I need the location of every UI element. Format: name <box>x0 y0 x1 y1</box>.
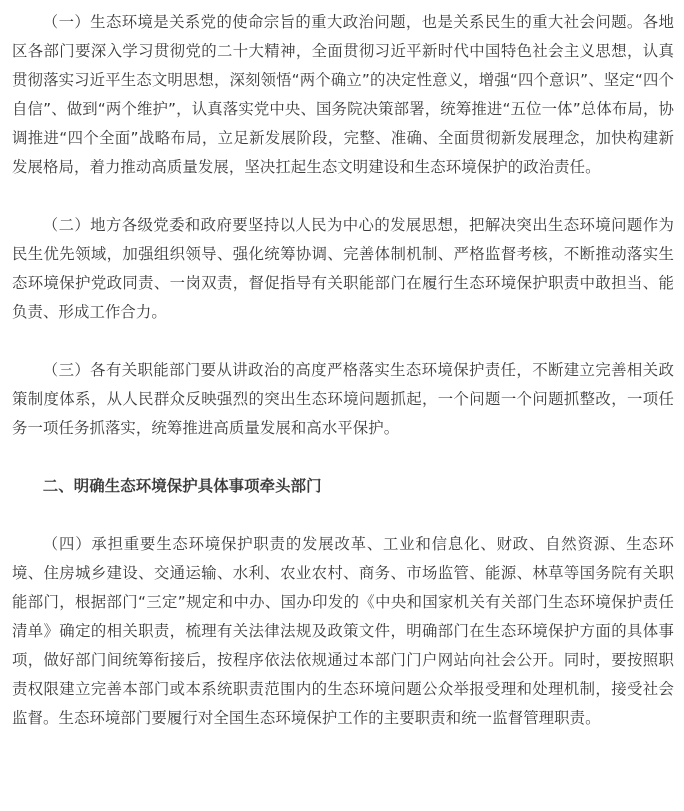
paragraph-spacer <box>12 182 674 211</box>
section-heading: 二、明确生态环境保护具体事项牵头部门 <box>42 477 322 495</box>
article-body <box>12 8 674 733</box>
paragraph-spacer <box>12 443 674 472</box>
paragraph-spacer <box>12 501 674 530</box>
paragraph-1: （一）生态环境是关系党的使命宗旨的重大政治问题，也是关系民生的重大社会问题。各地区各部门要深入学习贯彻党的二十大精神，全面贯彻习近平新时代中国特色社会主义思想，认真贯彻落实习近平生态文明思想，深刻领悟“两个确立”的决定性意义，增强“四个意识”、坚定“四个自信”、做到“两个维护”，认真落实党中央、国务院决策部署，统筹推进“五位一体”总体布局，协调推进“四个全面”战略布局，立足新发展阶段，完整、准确、全面贯彻新发展理念，加快构建新发展格局，着力推动高质量发展，坚决扛起生态文明建设和生态环境保护的政治责任。 <box>12 13 674 176</box>
paragraph-3: （三）各有关职能部门要从讲政治的高度严格落实生态环境保护责任，不断建立完善相关政策制度体系，从人民群众反映强烈的突出生态环境问题抓起，一个问题一个问题抓整改，一项任务一项任务抓落实，统筹推进高质量发展和高水平保护。 <box>12 361 674 437</box>
paragraph-4: （四）承担重要生态环境保护职责的发展改革、工业和信息化、财政、自然资源、生态环境、住房城乡建设、交通运输、水利、农业农村、商务、市场监管、能源、林草等国务院有关职能部门，根据部门“三定”规定和中办、国办印发的《中央和国家机关有关部门生态环境保护责任清单》确定的相关职责，梳理有关法律法规及政策文件，明确部门在生态环境保护方面的具体事项，做好部门间统筹衔接后，按程序依法依规通过本部门门户网站向社会公开。同时，要按照职责权限建立完善本部门或本系统职责范围内的生态环境问题公众举报受理和处理机制，接受社会监督。生态环境部门要履行对全国生态环境保护工作的主要职责和统一监督管理职责。 <box>12 535 674 727</box>
paragraph-2: （二）地方各级党委和政府要坚持以人民为中心的发展思想，把解决突出生态环境问题作为民生优先领域，加强组织领导、强化统筹协调、完善体制机制、严格监督考核，不断推动落实生态环境保护党政同责、一岗双责，督促指导有关职能部门在履行生态环境保护职责中敢担当、能负责、形成工作合力。 <box>12 216 674 321</box>
paragraph-spacer <box>12 327 674 356</box>
